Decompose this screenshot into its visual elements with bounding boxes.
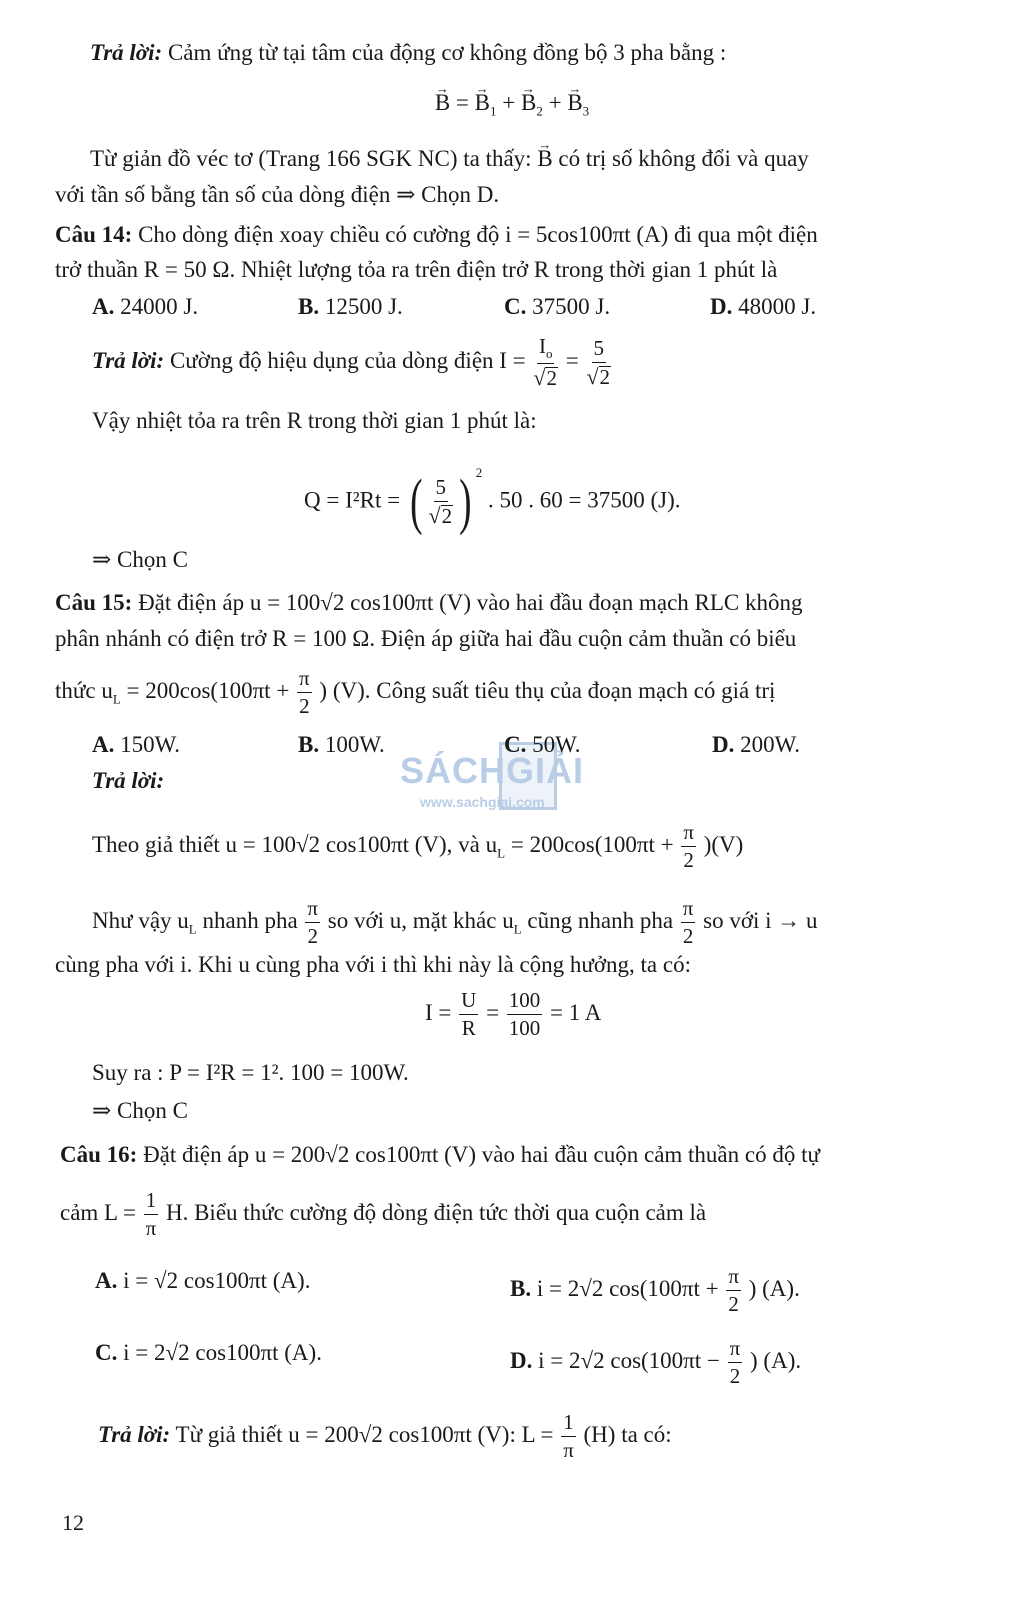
q15-option-a [92, 730, 180, 760]
fraction-pi-over-2 [305, 898, 320, 947]
q15-option-b [298, 730, 385, 760]
page-number: 12 [62, 1510, 84, 1535]
question-15-stem-cont: phân nhánh có điện trở R = 100 Ω. Điện áp giữa hai đầu cuộn cảm thuần có biểu [55, 626, 797, 651]
fraction-pi-over-2 [728, 1338, 743, 1387]
numerator: 1 [561, 1412, 576, 1437]
choose-line: ⇒ Chọn C [92, 547, 188, 572]
text-segment: cảm L = [60, 1199, 136, 1225]
q16-option-b [510, 1266, 800, 1315]
question-14-stem [55, 220, 818, 250]
option-text: 37500 J. [532, 294, 611, 319]
paragraph-line: cùng pha với i. Khi u cùng pha với i thì khi này là cộng hưởng, ta có: [55, 952, 691, 977]
option-text: i = 2√2 cos(100πt − [538, 1347, 720, 1373]
question-16-stem [60, 1140, 820, 1170]
numerator: π [297, 668, 312, 693]
option-text: i = 2√2 cos(100πt + [536, 1275, 719, 1301]
answer-text: Cảm ứng từ tại tâm của động cơ không đồng bộ 3 pha bằng : [167, 40, 727, 65]
option-text: 50W. [532, 732, 581, 757]
equation-left: Q = I²Rt = [304, 487, 401, 513]
paragraph-line [90, 144, 809, 174]
numerator: π [728, 1338, 743, 1363]
subscript: L [497, 845, 506, 861]
question-14-stem-cont: trở thuần R = 50 Ω. Nhiệt lượng tỏa ra trên điện trở R trong thời gian 1 phút là [55, 257, 778, 282]
q14-option-c [504, 292, 610, 322]
denominator: 2 [599, 364, 611, 389]
numerator: 5 [434, 477, 449, 502]
question-text: Cho dòng điện xoay chiều có cường độ i = 5cos100πt (A) đi qua một điện [138, 222, 818, 247]
question-15-stem-cont [55, 668, 775, 717]
question-15-stem [55, 588, 803, 618]
option-letter: D. [510, 1347, 533, 1373]
denominator: 2 [683, 848, 694, 872]
option-text: i = 2√2 cos100πt (A). [123, 1340, 322, 1365]
option-text: 200W. [740, 732, 800, 757]
heat-equation: Q = I²Rt = ( 5 √ 2 ) $^2$ . 50 . 60 = 37500 (J). [304, 465, 681, 537]
denominator: 2 [729, 1364, 741, 1388]
answer-label: Trả lời: [90, 40, 163, 65]
text-segment: thức u [55, 677, 113, 703]
answer-label-line [92, 766, 164, 796]
option-letter: A. [92, 294, 115, 319]
fraction-I0-over-sqrt2: $I_o$ √ 2 [533, 334, 557, 391]
text-segment: Như vậy u [92, 907, 189, 933]
numerator: I [538, 334, 546, 358]
question-16-stem-cont [60, 1190, 706, 1239]
numerator: π [726, 1266, 741, 1291]
answer-label: Trả lời: [98, 1421, 171, 1447]
paragraph-line [92, 822, 743, 871]
denominator: 2 [299, 694, 310, 718]
denominator: 2 [546, 366, 557, 391]
paragraph-line: Vậy nhiệt tỏa ra trên R trong thời gian 1 phút là: [92, 408, 537, 433]
option-letter: D. [712, 732, 735, 757]
q14-option-b [298, 292, 403, 322]
equation-left: I = [425, 999, 452, 1025]
option-letter: C. [95, 1340, 118, 1365]
answer-label: Trả lời: [92, 768, 165, 793]
denominator: π [563, 1438, 574, 1462]
question-text: Đặt điện áp u = 200√2 cos100πt (V) vào hai đầu cuộn cảm thuần có độ tự [143, 1142, 820, 1167]
subscript: o [545, 346, 553, 362]
subscript: L [513, 921, 522, 937]
text-segment: )(V) [703, 831, 744, 857]
option-letter: B. [298, 732, 320, 757]
q16-option-d [510, 1338, 801, 1387]
numerator: 5 [592, 338, 607, 363]
text-segment: nhanh pha [196, 907, 298, 933]
denominator: 2 [682, 924, 694, 948]
question-text: Đặt điện áp u = 100√2 cos100πt (V) vào hai đầu đoạn mạch RLC không [138, 590, 803, 615]
option-letter: A. [92, 732, 115, 757]
text-segment: Theo giả thiết u = 100√2 cos100πt (V), và u [92, 831, 498, 857]
numerator: π [305, 898, 320, 923]
text-segment: ) (V). Công suất tiêu thụ của đoạn mạch có giá trị [319, 677, 776, 703]
text-segment: Từ giản đồ véc tơ (Trang 166 SGK NC) ta thấy: [90, 146, 532, 171]
option-text: 48000 J. [738, 294, 817, 319]
answer-text: Cường độ hiệu dụng của dòng điện I = [169, 347, 526, 373]
vector-sum-equation: → B = → $B_1$ + → $B_2$ + → $B_3$ [0, 88, 1024, 127]
fraction-pi-over-2 [681, 822, 696, 871]
option-letter: D. [710, 294, 733, 319]
current-equation: I = $\frac{U}{R}$ = $\frac{100}{100}$ = 1 A [425, 988, 602, 1040]
choose-line: ⇒ Chọn C [92, 1098, 188, 1123]
denominator: R [461, 1016, 476, 1040]
fraction-pi-over-2 [297, 668, 312, 717]
vector-B: → B [537, 144, 552, 174]
q16-answer-line [98, 1412, 672, 1461]
q15-option-d [712, 730, 800, 760]
fraction-5-over-sqrt2: 5 √ 2 [428, 475, 453, 529]
option-letter: A. [95, 1268, 118, 1293]
fraction-100-over-100 [507, 990, 543, 1039]
subscript: L [188, 921, 197, 937]
q14-option-d [710, 292, 816, 322]
option-text: ) (A). [750, 1347, 802, 1373]
option-text: ) (A). [748, 1275, 800, 1301]
option-letter: B. [510, 1275, 532, 1301]
denominator: 2 [307, 924, 318, 948]
equation-right: = 1 A [550, 999, 602, 1025]
vector-B: → B [435, 88, 450, 118]
fraction-1-over-pi [561, 1412, 576, 1461]
paragraph-line: Suy ra : P = I²R = 1². 100 = 100W. [92, 1060, 409, 1085]
answer-line [90, 38, 726, 68]
question-label: Câu 16: [60, 1142, 138, 1167]
numerator: 1 [144, 1190, 159, 1215]
option-letter: C. [504, 294, 527, 319]
numerator: π [681, 898, 696, 923]
fraction-pi-over-2 [681, 898, 696, 947]
text-segment: = 200cos(100πt + [120, 677, 290, 703]
denominator: 2 [728, 1292, 739, 1316]
vector-B3: → B [567, 88, 582, 118]
watermark [400, 750, 610, 830]
denominator: 2 [441, 504, 453, 529]
option-text: 100W. [324, 732, 385, 757]
vector-B2: → B [521, 88, 536, 118]
equation-right: . 50 . 60 = 37500 (J). [487, 487, 681, 513]
question-label: Câu 14: [55, 222, 133, 247]
paragraph-line: với tần số bằng tần số của dòng điện ⇒ Chọn D. [55, 182, 500, 207]
denominator: π [145, 1216, 157, 1240]
fraction-1-over-pi [144, 1190, 159, 1239]
fraction-U-over-R [459, 990, 478, 1039]
text-segment: cũng nhanh pha [521, 907, 674, 933]
numerator: π [681, 822, 696, 847]
paragraph-line [92, 898, 818, 947]
watermark-url: www.sachgiai.com [420, 794, 545, 810]
option-letter: B. [298, 294, 320, 319]
numerator: U [459, 990, 478, 1015]
q14-option-a [92, 292, 198, 322]
option-text: 24000 J. [120, 294, 199, 319]
q15-option-c [504, 730, 580, 760]
option-letter: C. [504, 732, 527, 757]
q16-option-c [95, 1338, 322, 1368]
q16-option-a [95, 1266, 310, 1296]
text-segment: H. Biểu thức cường độ dòng điện tức thời qua cuộn cảm là [165, 1199, 707, 1225]
question-label: Câu 15: [55, 590, 133, 615]
numerator: 100 [507, 990, 543, 1015]
subscript: L [112, 691, 121, 707]
fraction-pi-over-2 [726, 1266, 741, 1315]
vector-B1: → B [475, 88, 490, 118]
text-segment: = 200cos(100πt + [505, 831, 674, 857]
text-segment: có trị số không đổi và quay [558, 146, 809, 171]
q14-answer-line: Trả lời: Cường độ hiệu dụng của dòng điện I = $I_o$ √ 2 = 5 √ 2 [92, 334, 611, 391]
fraction-5-over-sqrt2: 5 √ 2 [586, 335, 611, 389]
option-text: i = √2 cos100πt (A). [123, 1268, 311, 1293]
text-segment: so với u, mặt khác u [327, 907, 514, 933]
text-segment: so với i → u [703, 907, 818, 933]
answer-label: Trả lời: [92, 347, 165, 373]
denominator: 100 [508, 1016, 541, 1040]
answer-text: Từ giả thiết u = 200√2 cos100πt (V): L = [175, 1421, 554, 1447]
option-text: 12500 J. [324, 294, 403, 319]
answer-text: (H) ta có: [583, 1421, 672, 1447]
option-text: 150W. [120, 732, 180, 757]
watermark-brand: SÁCHGIẢI [400, 750, 585, 791]
